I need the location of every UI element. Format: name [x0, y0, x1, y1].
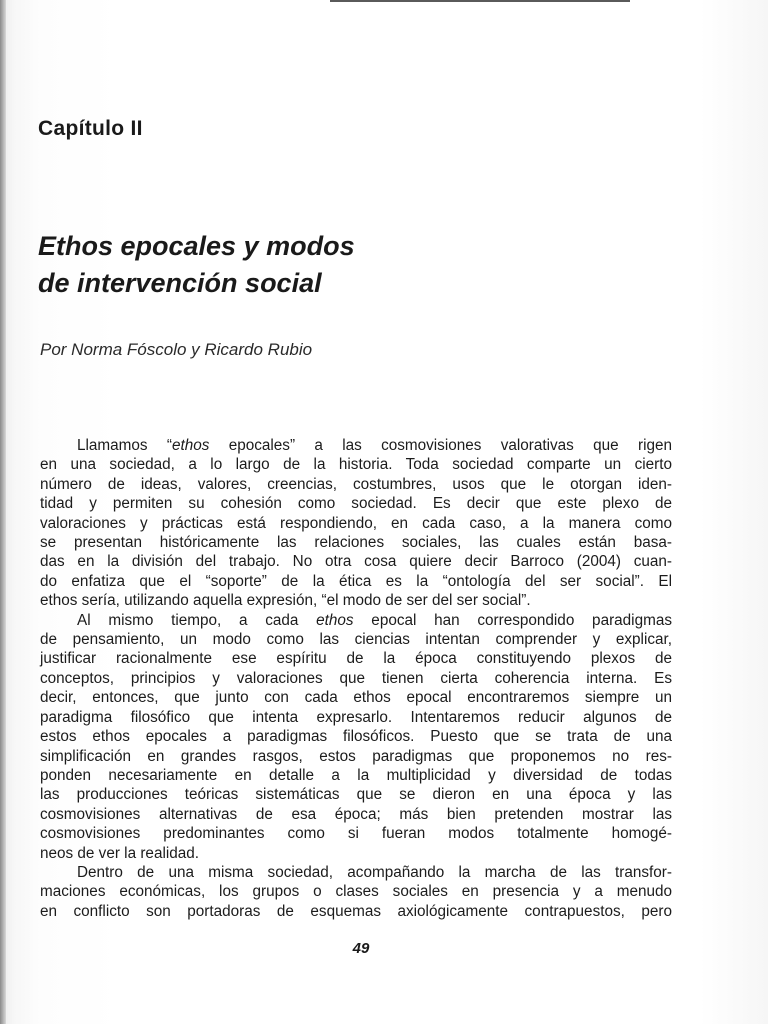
text-line: se presentan históricamente las relaciones sociales, las cuales están basa- [40, 534, 672, 552]
text-line: Llamamos “ethos epocales” a las cosmovisiones valorativas que rigen [77, 437, 673, 454]
body-text [40, 436, 672, 921]
paragraph [40, 436, 672, 611]
text-line: justificar racionalmente ese espíritu de la época constituyendo plexos de [40, 650, 672, 668]
binding-shadow [0, 0, 6, 1024]
text-line: ethos sería, utilizando aquella expresión, “el modo de ser del ser social”. [40, 592, 531, 610]
text-line: Dentro de una misma sociedad, acompañando la marcha de las transfor- [77, 863, 672, 881]
text-line: en conflicto son portadoras de esquemas axiológicamente contrapuestos, pero [40, 902, 672, 920]
text-line: cosmovisiones alternativas de esa época; más bien pretenden mostrar las [40, 805, 672, 823]
text-line: paradigma filosófico que intenta expresarlo. Intentaremos reducir algunos de [40, 708, 672, 726]
italic-term: ethos [316, 611, 354, 629]
chapter-title-line: de intervención social [38, 268, 322, 298]
chapter-authors: Por Norma Fóscolo y Ricardo Rubio [40, 340, 313, 359]
italic-term: ethos [171, 437, 210, 454]
text-line: de pensamiento, un modo como las ciencias intentan comprender y explicar, [40, 631, 672, 649]
text-line: do enfatiza que el “soporte” de la ética es la “ontología del ser social”. El [40, 572, 672, 590]
text-line: número de ideas, valores, creencias, costumbres, usos que le otorgan iden- [40, 475, 672, 493]
text-line: valoraciones y prácticas está respondiendo, en cada caso, a la manera como [40, 514, 672, 532]
top-edge-rule [330, 0, 630, 2]
text-line: cosmovisiones predominantes como si fueran modos totalmente homogé- [40, 825, 672, 843]
text-line: Al mismo tiempo, a cada ethos epocal han correspondido paradigmas [77, 611, 672, 629]
chapter-title [38, 228, 638, 302]
text-line: ponden necesariamente en detalle a la multiplicidad y diversidad de todas [40, 766, 672, 784]
text-line: maciones económicas, los grupos o clases sociales en presencia y a menudo [40, 883, 672, 901]
paragraph [40, 863, 672, 921]
page-number: 49 [352, 940, 370, 957]
text-line: das en la división del trabajo. No otra cosa quiere decir Barroco (2004) cuan- [40, 553, 672, 571]
text-line: tidad y permiten su cohesión como sociedad. Es decir que este plexo de [40, 495, 672, 513]
text-line: estos ethos epocales a paradigmas filosóficos. Puesto que se trata de una [40, 728, 672, 746]
text-line: simplificación en grandes rasgos, estos paradigmas que proponemos no res- [40, 747, 672, 765]
text-line: conceptos, principios y valoraciones que tienen cierta coherencia interna. Es [40, 669, 672, 687]
chapter-label: Capítulo II [38, 117, 143, 140]
paragraph [40, 611, 672, 863]
text-line: neos de ver la realidad. [40, 844, 200, 862]
chapter-title-line: Ethos epocales y modos [38, 231, 355, 261]
text-line: las producciones teóricas sistemáticas que se dieron en una época y las [40, 786, 672, 804]
text-line: en una sociedad, a lo largo de la historia. Toda sociedad comparte un cierto [40, 456, 672, 474]
text-line: decir, entonces, que junto con cada ethos epocal encontraremos siempre un [40, 689, 672, 707]
